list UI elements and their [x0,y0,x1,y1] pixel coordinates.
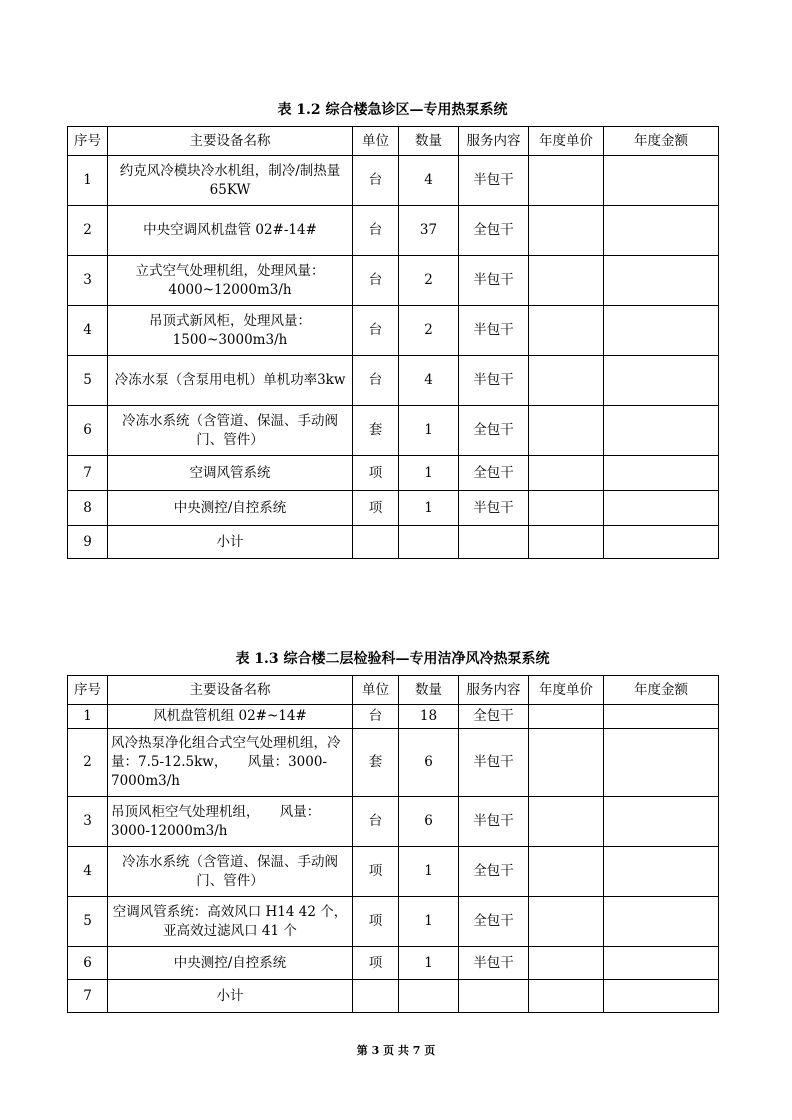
equipment-name-cell: 约克风冷模块冷水机组，制冷/制热量 65KW [108,156,353,206]
table-row [68,406,719,456]
quantity-cell: 2 [399,306,459,356]
unit-price-cell [529,980,604,1013]
seq-cell: 6 [68,406,108,456]
service-cell: 半包干 [459,306,529,356]
header-quantity-cell: 数量 [399,127,459,156]
quantity-cell: 18 [399,705,459,729]
table1 [67,126,719,559]
unit-cell: 项 [353,847,399,897]
equipment-name-cell: 冷冻水系统（含管道、保温、手动阀门、管件） [108,406,353,456]
equipment-name-cell: 空调风管系统 [108,456,353,491]
header-unit-cell: 单位 [353,127,399,156]
unit-cell: 台 [353,306,399,356]
unit-cell: 项 [353,491,399,526]
unit-price-cell [529,406,604,456]
unit-cell: 台 [353,206,399,256]
seq-cell: 9 [68,526,108,559]
table2 [67,675,719,1013]
amount-cell [604,797,719,847]
header-unit-price-cell: 年度单价 [529,127,604,156]
quantity-cell: 1 [399,947,459,980]
equipment-name-cell: 中央测控/自控系统 [108,947,353,980]
seq-cell: 5 [68,897,108,947]
seq-cell: 7 [68,456,108,491]
seq-cell: 4 [68,847,108,897]
unit-price-cell [529,947,604,980]
service-cell: 全包干 [459,897,529,947]
service-cell: 半包干 [459,491,529,526]
quantity-cell: 2 [399,256,459,306]
unit-price-cell [529,526,604,559]
table-row [68,947,719,980]
header-service-cell: 服务内容 [459,676,529,705]
quantity-cell: 4 [399,156,459,206]
service-cell [459,980,529,1013]
amount-cell [604,729,719,797]
quantity-cell: 1 [399,456,459,491]
seq-cell: 5 [68,356,108,406]
table-row [68,729,719,797]
unit-price-cell [529,256,604,306]
seq-cell: 6 [68,947,108,980]
equipment-name-cell: 中央测控/自控系统 [108,491,353,526]
unit-cell: 台 [353,156,399,206]
amount-cell [604,456,719,491]
table1-caption: 表 1.2 综合楼急诊区—专用热泵系统 [277,102,508,118]
table-row [68,897,719,947]
header-seq-cell: 序号 [68,127,108,156]
amount-cell [604,897,719,947]
table-row [68,526,719,559]
unit-price-cell [529,705,604,729]
amount-cell [604,847,719,897]
seq-cell: 3 [68,256,108,306]
header-service-cell: 服务内容 [459,127,529,156]
unit-price-cell [529,797,604,847]
amount-cell [604,306,719,356]
quantity-cell: 37 [399,206,459,256]
unit-cell: 项 [353,897,399,947]
quantity-cell [399,526,459,559]
table-row [68,980,719,1013]
header-equipment-name-cell: 主要设备名称 [108,676,353,705]
table-row [68,705,719,729]
table-row [68,256,719,306]
unit-cell: 台 [353,256,399,306]
header-amount-cell: 年度金额 [604,127,719,156]
unit-cell: 台 [353,797,399,847]
service-cell [459,526,529,559]
quantity-cell: 1 [399,897,459,947]
table-row [68,156,719,206]
header-unit-price-cell: 年度单价 [529,676,604,705]
service-cell: 全包干 [459,206,529,256]
amount-cell [604,705,719,729]
seq-cell: 4 [68,306,108,356]
unit-price-cell [529,897,604,947]
table-row [68,847,719,897]
table-row [68,306,719,356]
header-quantity-cell: 数量 [399,676,459,705]
equipment-name-cell: 吊顶式新风柜，处理风量：1500~3000m3/h [108,306,353,356]
amount-cell [604,947,719,980]
unit-price-cell [529,156,604,206]
equipment-name-cell: 小计 [108,980,353,1013]
amount-cell [604,206,719,256]
table-row [68,491,719,526]
seq-cell: 1 [68,156,108,206]
unit-price-cell [529,456,604,491]
service-cell: 半包干 [459,356,529,406]
header-amount-cell: 年度金额 [604,676,719,705]
amount-cell [604,256,719,306]
equipment-name-cell: 风机盘管机组 02#~14# [108,705,353,729]
table-row [68,456,719,491]
quantity-cell [399,980,459,1013]
table1-header-row [68,127,719,156]
quantity-cell: 6 [399,729,459,797]
unit-cell: 项 [353,947,399,980]
table-row [68,797,719,847]
seq-cell: 7 [68,980,108,1013]
unit-price-cell [529,729,604,797]
equipment-name-cell: 小计 [108,526,353,559]
equipment-name-cell: 空调风管系统：高效风口 H14 42 个，亚高效过滤风口 41 个 [108,897,353,947]
amount-cell [604,356,719,406]
service-cell: 半包干 [459,729,529,797]
unit-price-cell [529,847,604,897]
seq-cell: 1 [68,705,108,729]
amount-cell [604,406,719,456]
unit-cell: 台 [353,356,399,406]
equipment-name-cell: 风冷热泵净化组合式空气处理机组，冷量：7.5-12.5kw， 风量：3000-7000m3/h [108,729,353,797]
service-cell: 半包干 [459,156,529,206]
unit-price-cell [529,356,604,406]
service-cell: 全包干 [459,705,529,729]
unit-cell: 套 [353,406,399,456]
table-row [68,206,719,256]
table2-caption: 表 1.3 综合楼二层检验科—专用洁净风冷热泵系统 [235,651,550,667]
unit-price-cell [529,491,604,526]
amount-cell [604,980,719,1013]
header-seq-cell: 序号 [68,676,108,705]
equipment-name-cell: 冷冻水泵（含泵用电机）单机功率3kw [108,356,353,406]
unit-cell: 台 [353,705,399,729]
page-footer: 第 3 页 共 7 页 [356,1044,436,1057]
unit-price-cell [529,306,604,356]
quantity-cell: 1 [399,491,459,526]
service-cell: 全包干 [459,847,529,897]
unit-cell [353,980,399,1013]
equipment-name-cell: 吊顶风柜空气处理机组， 风量：3000-12000m3/h [108,797,353,847]
equipment-name-cell: 中央空调风机盘管 02#-14# [108,206,353,256]
seq-cell: 2 [68,729,108,797]
quantity-cell: 1 [399,847,459,897]
service-cell: 半包干 [459,797,529,847]
unit-cell [353,526,399,559]
amount-cell [604,526,719,559]
quantity-cell: 6 [399,797,459,847]
equipment-name-cell: 立式空气处理机组，处理风量：4000~12000m3/h [108,256,353,306]
equipment-name-cell: 冷冻水系统（含管道、保温、手动阀门、管件） [108,847,353,897]
unit-cell: 项 [353,456,399,491]
table2-header-row [68,676,719,705]
unit-price-cell [529,206,604,256]
service-cell: 全包干 [459,456,529,491]
seq-cell: 8 [68,491,108,526]
amount-cell [604,491,719,526]
unit-cell: 套 [353,729,399,797]
seq-cell: 2 [68,206,108,256]
table-row [68,356,719,406]
service-cell: 半包干 [459,947,529,980]
header-equipment-name-cell: 主要设备名称 [108,127,353,156]
service-cell: 半包干 [459,256,529,306]
header-unit-cell: 单位 [353,676,399,705]
quantity-cell: 1 [399,406,459,456]
service-cell: 全包干 [459,406,529,456]
quantity-cell: 4 [399,356,459,406]
amount-cell [604,156,719,206]
seq-cell: 3 [68,797,108,847]
